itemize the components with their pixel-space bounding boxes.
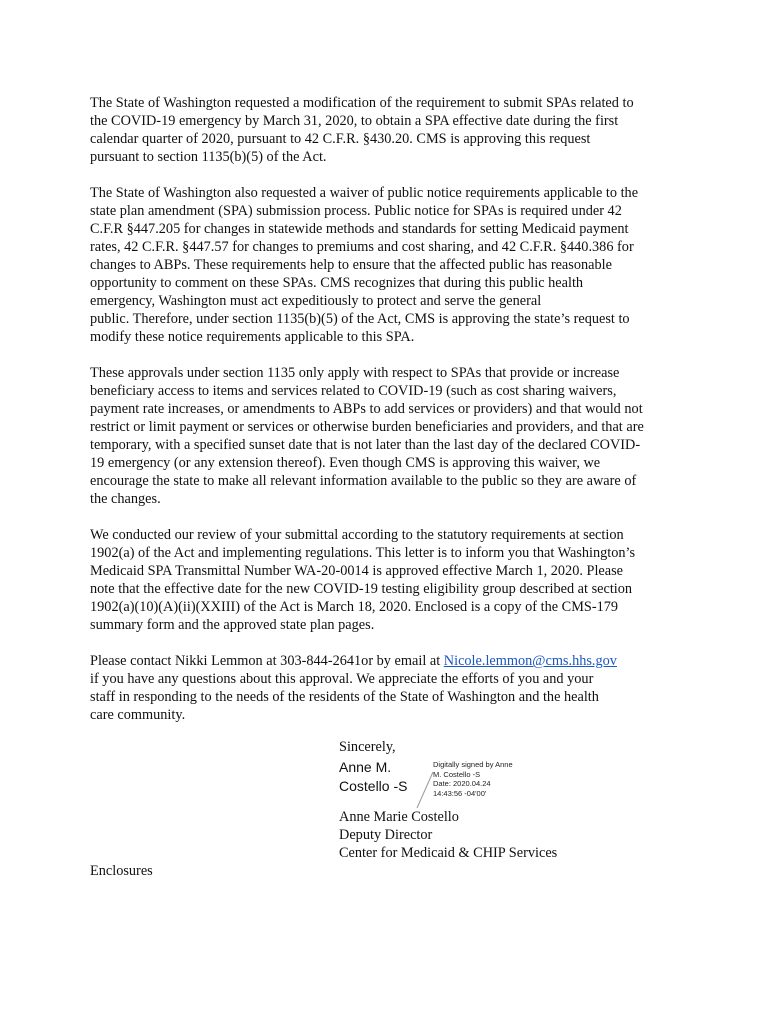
closing: Sincerely, [339, 739, 396, 755]
text-line: C.F.R §447.205 for changes in statewide methods and standards for setting Medicaid payment [90, 221, 629, 237]
signer-organization: Center for Medicaid & CHIP Services [339, 845, 558, 861]
contact-email-link[interactable]: Nicole.lemmon@cms.hhs.gov [443, 653, 617, 669]
digital-signature [339, 756, 669, 808]
text-line: 1902(a)(10)(A)(ii)(XXIII) of the Act is March 18, 2020. Enclosed is a copy of the CMS-179 [90, 599, 619, 615]
paragraph-review-approval [90, 526, 690, 634]
paragraph-contact [90, 652, 690, 724]
text-line: note that the effective date for the new COVID-19 testing eligibility group described at section [90, 581, 633, 597]
text-line: We conducted our review of your submittal according to the statutory requirements at section [90, 527, 624, 543]
digital-signature-name [339, 758, 407, 796]
text-line: 19 emergency (or any extension thereof). Even though CMS is approving this waiver, we [90, 455, 601, 471]
digital-info-line: 14:43:56 -04'00' [433, 788, 487, 798]
text-line: The State of Washington also requested a waiver of public notice requirements applicable to the [90, 185, 639, 201]
text-line: care community. [90, 707, 186, 723]
digital-signature-info [433, 760, 513, 798]
text-line: Medicaid SPA Transmittal Number WA-20-0014 is approved effective March 1, 2020. Please [90, 563, 624, 579]
text-line: These approvals under section 1135 only apply with respect to SPAs that provide or increase [90, 365, 620, 381]
digital-info-line: Digitally signed by Anne [433, 760, 513, 769]
signature-block [339, 738, 669, 862]
text-line: temporary, with a specified sunset date that is not later than the last day of the declared COVID- [90, 437, 641, 453]
contact-prefix: Please contact Nikki Lemmon at 303-844-2641or by email at [90, 653, 444, 669]
text-line: calendar quarter of 2020, pursuant to 42 C.F.R. §430.20. CMS is approving this request [90, 131, 591, 147]
signer-name: Anne Marie Costello [339, 809, 459, 825]
text-line: The State of Washington requested a modification of the requirement to submit SPAs related to [90, 95, 634, 111]
text-line: emergency, Washington must act expeditiously to protect and serve the general [90, 293, 542, 309]
text-line [90, 652, 690, 670]
signed-name-line: Costello -S [339, 778, 408, 794]
text-line: restrict or limit payment or services or otherwise burden beneficiaries and providers, and that are [90, 419, 644, 435]
letter-body [90, 94, 690, 742]
paragraph-spa-modification [90, 94, 690, 166]
enclosures-label: Enclosures [90, 863, 153, 879]
text-line: summary form and the approved state plan pages. [90, 617, 375, 633]
digital-info-line: M. Costello -S [433, 769, 481, 779]
text-line: encourage the state to make all relevant information available to the public so they are aware of [90, 473, 637, 489]
text-line: pursuant to section 1135(b)(5) of the Act. [90, 149, 327, 165]
text-line: state plan amendment (SPA) submission process. Public notice for SPAs is required under 42 [90, 203, 622, 219]
paragraph-public-notice-waiver [90, 184, 690, 346]
signed-name-line: Anne M. [339, 759, 392, 775]
signer-title: Deputy Director [339, 827, 433, 843]
digital-info-line: Date: 2020.04.24 [433, 779, 491, 788]
text-line: rates, 42 C.F.R. §447.57 for changes to premiums and cost sharing, and 42 C.F.R. §440.386 for [90, 239, 634, 255]
text-line: changes to ABPs. These requirements help to ensure that the affected public has reasonable [90, 257, 612, 273]
text-line: the changes. [90, 491, 161, 507]
text-line: the COVID-19 emergency by March 31, 2020, to obtain a SPA effective date during the first [90, 113, 619, 129]
text-line: public. Therefore, under section 1135(b)(5) of the Act, CMS is approving the state’s request to [90, 311, 630, 327]
text-line: if you have any questions about this approval. We appreciate the efforts of you and your [90, 671, 594, 687]
text-line: opportunity to comment on these SPAs. CMS recognizes that during this public health [90, 275, 584, 291]
paragraph-section-1135-approvals [90, 364, 690, 508]
text-line: modify these notice requirements applicable to this SPA. [90, 329, 415, 345]
text-line: payment rate increases, or amendments to ABPs to add services or providers) and that would not [90, 401, 643, 417]
text-line: beneficiary access to items and services related to COVID-19 (such as cost sharing waivers, [90, 383, 617, 399]
text-line: 1902(a) of the Act and implementing regulations. This letter is to inform you that Washington’s [90, 545, 636, 561]
text-line: staff in responding to the needs of the residents of the State of Washington and the health [90, 689, 599, 705]
